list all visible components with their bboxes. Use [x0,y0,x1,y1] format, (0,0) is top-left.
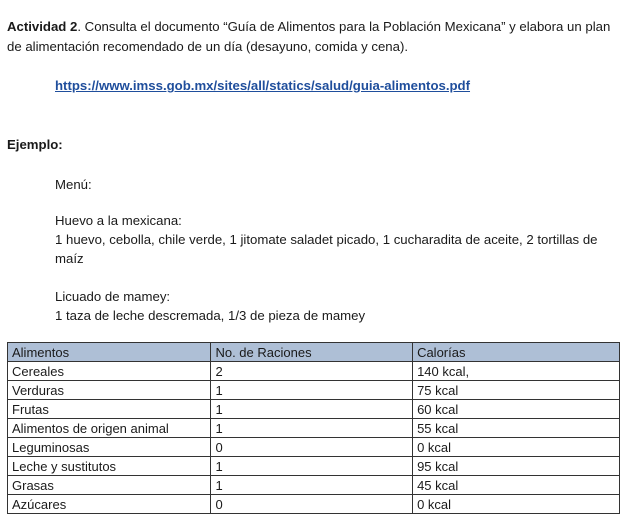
dish-huevo [55,211,617,268]
cell-raciones: 0 [211,495,413,514]
table-row [8,495,620,514]
cell-calorias: 75 kcal [413,381,620,400]
cell-raciones: 2 [211,362,413,381]
header-alimentos: Alimentos [8,343,211,362]
table-header-row [8,343,620,362]
cell-alimento: Leche y sustitutos [8,457,211,476]
table-row [8,457,620,476]
cell-raciones: 1 [211,476,413,495]
portions-table [7,342,620,514]
cell-alimento: Verduras [8,381,211,400]
activity-text: . Consulta el documento “Guía de Alimentos para la Población Mexicana” y elabora un plan de alimentación recomendado de un día (desayuno, comida y cena). [7,19,611,54]
activity-instructions [7,17,617,57]
cell-calorias: 95 kcal [413,457,620,476]
cell-alimento: Alimentos de origen animal [8,419,211,438]
cell-alimento: Frutas [8,400,211,419]
cell-calorias: 0 kcal [413,495,620,514]
cell-raciones: 1 [211,381,413,400]
table-row [8,381,620,400]
dish-title: Licuado de mamey: [55,289,171,304]
example-heading: Ejemplo: [7,137,63,152]
cell-raciones: 0 [211,438,413,457]
cell-calorias: 45 kcal [413,476,620,495]
activity-label: Actividad 2 [7,19,78,34]
cell-alimento: Azúcares [8,495,211,514]
cell-alimento: Cereales [8,362,211,381]
cell-raciones: 1 [211,457,413,476]
dish-ingredients: 1 taza de leche descremada, 1/3 de pieza de mamey [55,308,366,323]
cell-calorias: 140 kcal, [413,362,620,381]
cell-raciones: 1 [211,419,413,438]
table-row [8,476,620,495]
menu-label: Menú: [55,177,92,192]
dish-licuado [55,287,617,325]
table-row [8,362,620,381]
guide-link[interactable]: https://www.imss.gob.mx/sites/all/statics/salud/guia-alimentos.pdf [55,78,471,93]
dish-title: Huevo a la mexicana: [55,213,182,228]
table-row [8,438,620,457]
cell-calorias: 0 kcal [413,438,620,457]
table-row [8,419,620,438]
header-calorias: Calorías [413,343,620,362]
cell-raciones: 1 [211,400,413,419]
dish-ingredients: 1 huevo, cebolla, chile verde, 1 jitomate saladet picado, 1 cucharadita de aceite, 2 tortillas de maíz [55,232,598,266]
table-row [8,400,620,419]
cell-calorias: 60 kcal [413,400,620,419]
cell-alimento: Grasas [8,476,211,495]
cell-alimento: Leguminosas [8,438,211,457]
header-raciones: No. de Raciones [211,343,413,362]
cell-calorias: 55 kcal [413,419,620,438]
